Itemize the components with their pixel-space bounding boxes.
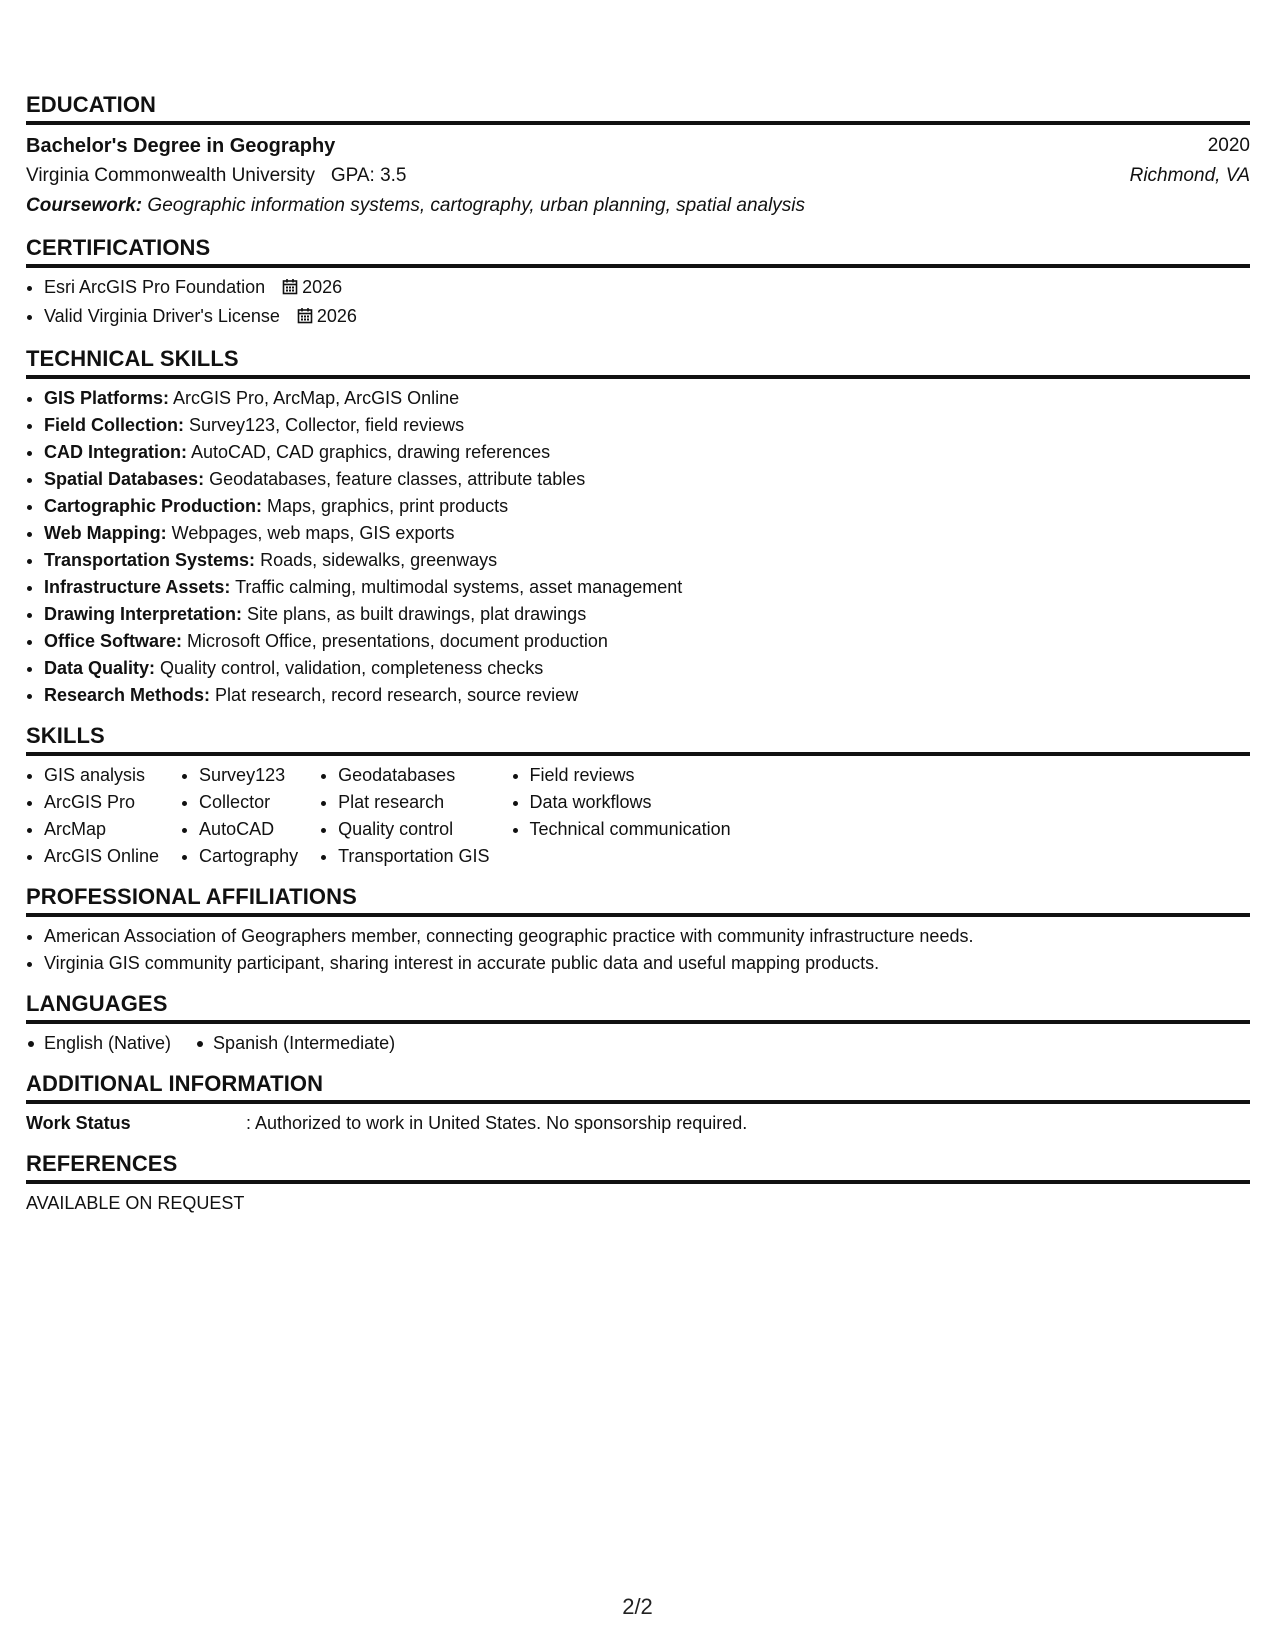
skill-details: Plat research, record research, source review	[210, 685, 579, 705]
skill-details: Geodatabases, feature classes, attribute tables	[204, 469, 586, 489]
skills-columns	[26, 762, 1250, 870]
skill-category: Field Collection:	[44, 415, 185, 435]
work-status-label: Work Status	[26, 1113, 131, 1133]
skills-column	[181, 762, 298, 870]
certification-item	[44, 303, 1250, 332]
certifications-heading: CERTIFICATIONS	[26, 235, 1250, 268]
skill-category: GIS Platforms:	[44, 388, 170, 408]
skill-item: • Transportation GIS	[338, 843, 489, 870]
skill-item: • ArcGIS Online	[44, 843, 159, 870]
skills-column	[512, 762, 731, 870]
page-number: 2/2	[622, 1594, 653, 1619]
affiliations-heading: PROFESSIONAL AFFILIATIONS	[26, 884, 1250, 917]
skill-category: Transportation Systems:	[44, 550, 256, 570]
skills-heading: SKILLS	[26, 723, 1250, 756]
skill-details: AutoCAD, CAD graphics, drawing references	[187, 442, 551, 462]
skill-item: • Data workflows	[530, 789, 731, 816]
coursework-text: Geographic information systems, cartography, urban planning, spatial analysis	[142, 195, 806, 216]
technical-skill-item	[44, 601, 1250, 628]
skill-item: • AutoCAD	[199, 816, 298, 843]
skill-category: Office Software:	[44, 631, 183, 651]
affiliation-item: • Virginia GIS community participant, sharing interest in accurate public data and useful mapping products.	[44, 950, 1250, 977]
skill-details: Roads, sidewalks, greenways	[255, 550, 498, 570]
skill-item: • Collector	[199, 789, 298, 816]
technical-skills-heading: TECHNICAL SKILLS	[26, 346, 1250, 379]
technical-skill-item	[44, 385, 1250, 412]
technical-skill-item	[44, 412, 1250, 439]
skills-section	[26, 723, 1250, 870]
technical-skill-item	[44, 439, 1250, 466]
technical-skills-section	[26, 346, 1250, 709]
technical-skill-item	[44, 655, 1250, 682]
certification-year: 2026	[316, 306, 357, 326]
school-line: Virginia Commonwealth University GPA: 3.5	[26, 165, 407, 186]
certification-item	[44, 274, 1250, 303]
references-text: AVAILABLE ON REQUEST	[26, 1193, 245, 1213]
skill-item: • ArcMap	[44, 816, 159, 843]
affiliations-section	[26, 884, 1250, 977]
school-row	[26, 161, 1250, 191]
skills-column	[26, 762, 159, 870]
skill-item: • Plat research	[338, 789, 489, 816]
references-heading: REFERENCES	[26, 1151, 1250, 1184]
skill-category: CAD Integration:	[44, 442, 187, 462]
technical-skill-item	[44, 682, 1250, 709]
coursework	[26, 191, 1250, 221]
additional-info-heading: ADDITIONAL INFORMATION	[26, 1071, 1250, 1104]
language-item: English (Native)	[26, 1030, 171, 1057]
skill-category: Web Mapping:	[44, 523, 167, 543]
skill-details: Microsoft Office, presentations, document production	[182, 631, 608, 651]
languages-heading: LANGUAGES	[26, 991, 1250, 1024]
skill-category: Data Quality:	[44, 658, 156, 678]
technical-skill-item	[44, 520, 1250, 547]
work-status-row	[26, 1110, 1250, 1137]
certification-name: Esri ArcGIS Pro Foundation	[44, 277, 266, 297]
education-heading: EDUCATION	[26, 92, 1250, 125]
degree-row	[26, 131, 1250, 161]
skills-column	[320, 762, 489, 870]
skill-details: Maps, graphics, print products	[262, 496, 509, 516]
skill-item: • GIS analysis	[44, 762, 159, 789]
certification-year: 2026	[302, 277, 343, 297]
skill-item: • Geodatabases	[338, 762, 489, 789]
skill-item: • Survey123	[199, 762, 298, 789]
technical-skills-list	[26, 385, 1250, 709]
languages-section	[26, 991, 1250, 1057]
school-location: Richmond, VA	[1129, 165, 1250, 186]
certifications-list	[26, 274, 1250, 332]
technical-skill-item	[44, 628, 1250, 655]
technical-skill-item	[44, 574, 1250, 601]
skill-details: Site plans, as built drawings, plat drawings	[242, 604, 587, 624]
technical-skill-item	[44, 466, 1250, 493]
certifications-section	[26, 235, 1250, 332]
skill-details: Traffic calming, multimodal systems, asset management	[230, 577, 683, 597]
references-section	[26, 1151, 1250, 1217]
skill-item: • Cartography	[199, 843, 298, 870]
resume-page	[26, 92, 1250, 1231]
degree-name: Bachelor's Degree in Geography	[26, 135, 336, 157]
skill-category: Infrastructure Assets:	[44, 577, 231, 597]
skill-details: Survey123, Collector, field reviews	[184, 415, 465, 435]
skill-item: • Technical communication	[530, 816, 731, 843]
skill-item: • ArcGIS Pro	[44, 789, 159, 816]
technical-skill-item	[44, 493, 1250, 520]
work-status-value: : Authorized to work in United States. No sponsorship required.	[246, 1113, 748, 1133]
skill-details: Quality control, validation, completeness checks	[155, 658, 544, 678]
education-section	[26, 92, 1250, 221]
skill-item: • Quality control	[338, 816, 489, 843]
calendar-icon	[282, 276, 298, 303]
technical-skill-item	[44, 547, 1250, 574]
languages-list	[26, 1030, 1250, 1057]
language-item: Spanish (Intermediate)	[195, 1030, 395, 1057]
calendar-icon	[297, 305, 313, 332]
coursework-label: Coursework:	[26, 195, 143, 216]
skill-category: Drawing Interpretation:	[44, 604, 243, 624]
certification-name: Valid Virginia Driver's License	[44, 306, 280, 326]
affiliation-item: • American Association of Geographers member, connecting geographic practice with community infrastructure needs.	[44, 923, 1250, 950]
additional-info-section	[26, 1071, 1250, 1137]
skill-category: Cartographic Production:	[44, 496, 263, 516]
skill-item: • Field reviews	[530, 762, 731, 789]
skill-category: Spatial Databases:	[44, 469, 205, 489]
graduation-year: 2020	[1207, 135, 1250, 156]
skill-details: ArcGIS Pro, ArcMap, ArcGIS Online	[169, 388, 460, 408]
affiliations-list	[26, 923, 1250, 977]
skill-category: Research Methods:	[44, 685, 211, 705]
skill-details: Webpages, web maps, GIS exports	[166, 523, 455, 543]
